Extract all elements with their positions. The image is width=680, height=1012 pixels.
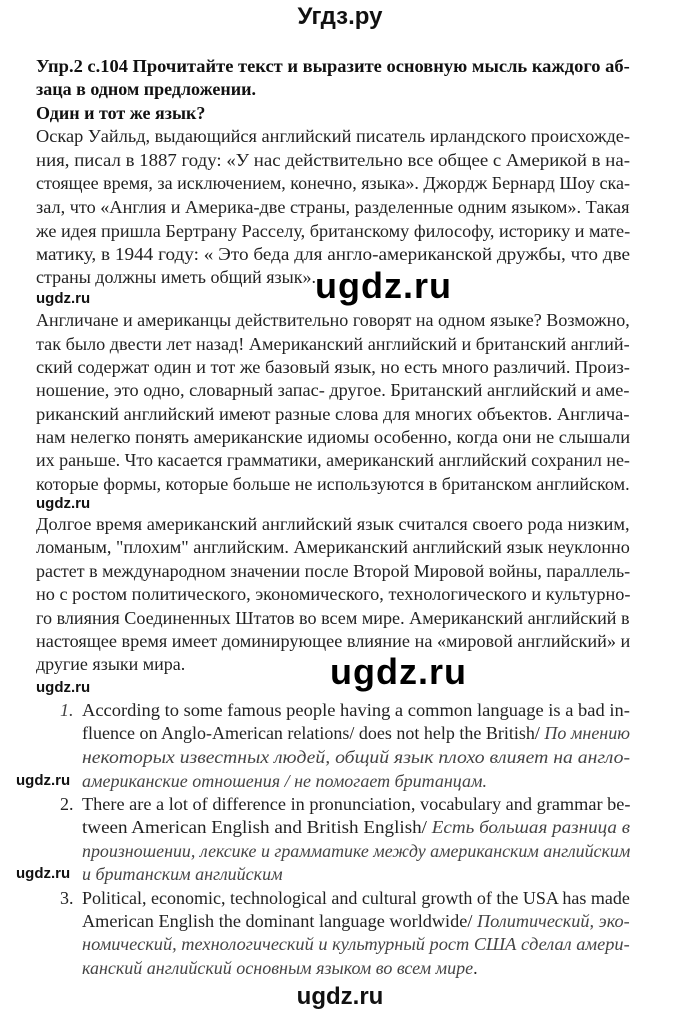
paragraph-line: страны должны иметь общий язык». [36, 267, 316, 287]
paragraph-line: их раньше. Что касается грамматики, американский английский сохранил не- [36, 450, 630, 470]
answer-line [82, 699, 630, 722]
subtitle: Один и тот же язык? [36, 103, 206, 123]
paragraph-line: нам нелегко понять американские идиомы особенно, когда они не слышали [36, 427, 631, 447]
paragraph-line: Оскар Уайльд, выдающийся английский писатель ирландского происхожде- [36, 126, 631, 146]
watermark-small: ugdz.ru [16, 865, 71, 882]
paragraph-line: растет в международном значении после Второй Мировой войны, параллель- [36, 561, 631, 581]
paragraph-line: зал, что «Англия и Америка-две страны, разделенные одним языком». Такая [36, 197, 630, 217]
task-title-line: Упр.2 с.104 Прочитайте текст и выразите основную мысль каждого аб- [36, 56, 630, 76]
russian-translation: По мнению [544, 723, 630, 743]
answer-number: 2. [60, 794, 74, 814]
answer-number: 1. [60, 700, 74, 720]
paragraph-line: ния, писал в 1887 году: «У нас действительно все общее с Америкой в на- [36, 150, 630, 170]
paragraph-line: го влияния Соединенных Штатов во всем мире. Американский английский в [36, 608, 630, 628]
watermark-large: ugdz.ru [330, 651, 467, 692]
answer-line [82, 793, 630, 816]
paragraph-line: ломаным, "плохим" английским. Американский английский язык неуклонно [36, 537, 630, 557]
paragraph-line: которые формы, которые больше не используются в британском английском. [36, 474, 630, 494]
paragraph-line: ношение, это одно, словарный запас- другое. Британский английский и аме- [36, 380, 630, 400]
answer-line [82, 770, 487, 793]
answer-line [82, 816, 630, 839]
answer-line [82, 722, 630, 745]
english-answer: According to some famous people having a common language is a bad in- [82, 700, 630, 720]
english-answer: American English the dominant language worldwide/ [82, 911, 477, 931]
paragraph-line: так было двести лет назад! Американский английский и британский англий- [36, 334, 630, 354]
watermark-small: ugdz.ru [36, 290, 91, 307]
footer-watermark: ugdz.ru [296, 983, 384, 1010]
watermark-large: ugdz.ru [315, 265, 452, 306]
paragraph-line: ский содержат один и тот же базовый язык, но есть много различий. Произ- [36, 357, 630, 377]
watermark-small: ugdz.ru [36, 495, 91, 512]
answer-line [82, 746, 630, 769]
answer-line [82, 957, 478, 980]
watermark-small: ugdz.ru [16, 772, 71, 789]
english-answer: . [473, 958, 478, 978]
russian-translation: Есть большая разница в [431, 817, 630, 837]
paragraph-line: другие языки мира. [36, 654, 186, 674]
russian-translation: произношении, лексике и грамматике между американским английским [82, 841, 631, 861]
answer-line [82, 933, 630, 956]
answer-line [82, 887, 630, 910]
paragraph-line: матику, в 1944 году: « Это беда для англо-американской дружбы, что две [36, 244, 631, 264]
task-title-line: заца в одном предложении. [36, 79, 257, 99]
paragraph-line: же идея пришла Бертрану Расселу, британскому философу, историку и мате- [36, 221, 631, 241]
russian-translation: Политический, эко- [476, 911, 630, 931]
answer-number: 3. [60, 888, 74, 908]
paragraph-line: стоящее время, за исключением, конечно, языка». Джордж Бернард Шоу ска- [36, 173, 630, 193]
paragraph-line: но с ростом политического, экономического, технологического и культурно- [36, 584, 631, 604]
russian-translation: некоторых известных людей, общий язык плохо влияет на англо- [82, 747, 631, 767]
english-answer: tween American English and British English/ [82, 817, 432, 837]
english-answer: fluence on Anglo-American relations/ does not help the British/ [82, 723, 545, 743]
paragraph-line: Англичане и американцы действительно говорят на одном языке? Возможно, [36, 310, 630, 330]
russian-translation: номический, технологический и культурный рост США сделал амери- [82, 934, 630, 954]
russian-translation: канский английский основным языком во всем мире [82, 958, 474, 978]
watermark-small: ugdz.ru [36, 679, 91, 696]
english-answer: Political, economic, technological and cultural growth of the USA has made [82, 888, 630, 908]
paragraph-line: настоящее время имеет доминирующее влияние на «мировой английский» и [36, 631, 631, 651]
answer-line [82, 840, 630, 863]
answer-line [82, 863, 283, 886]
paragraph-line: Долгое время американский английский язык считался своего рода низким, [36, 514, 630, 534]
english-answer: There are a lot of difference in pronunciation, vocabulary and grammar be- [82, 794, 631, 814]
paragraph-line: риканский английский имеют разные слова для многих объектов. Англича- [36, 404, 630, 424]
site-title: Угдз.ру [297, 3, 383, 30]
russian-translation: американские отношения / не помогает британцам. [82, 771, 487, 791]
answer-line [82, 910, 630, 933]
russian-translation: и британским английским [82, 864, 283, 884]
